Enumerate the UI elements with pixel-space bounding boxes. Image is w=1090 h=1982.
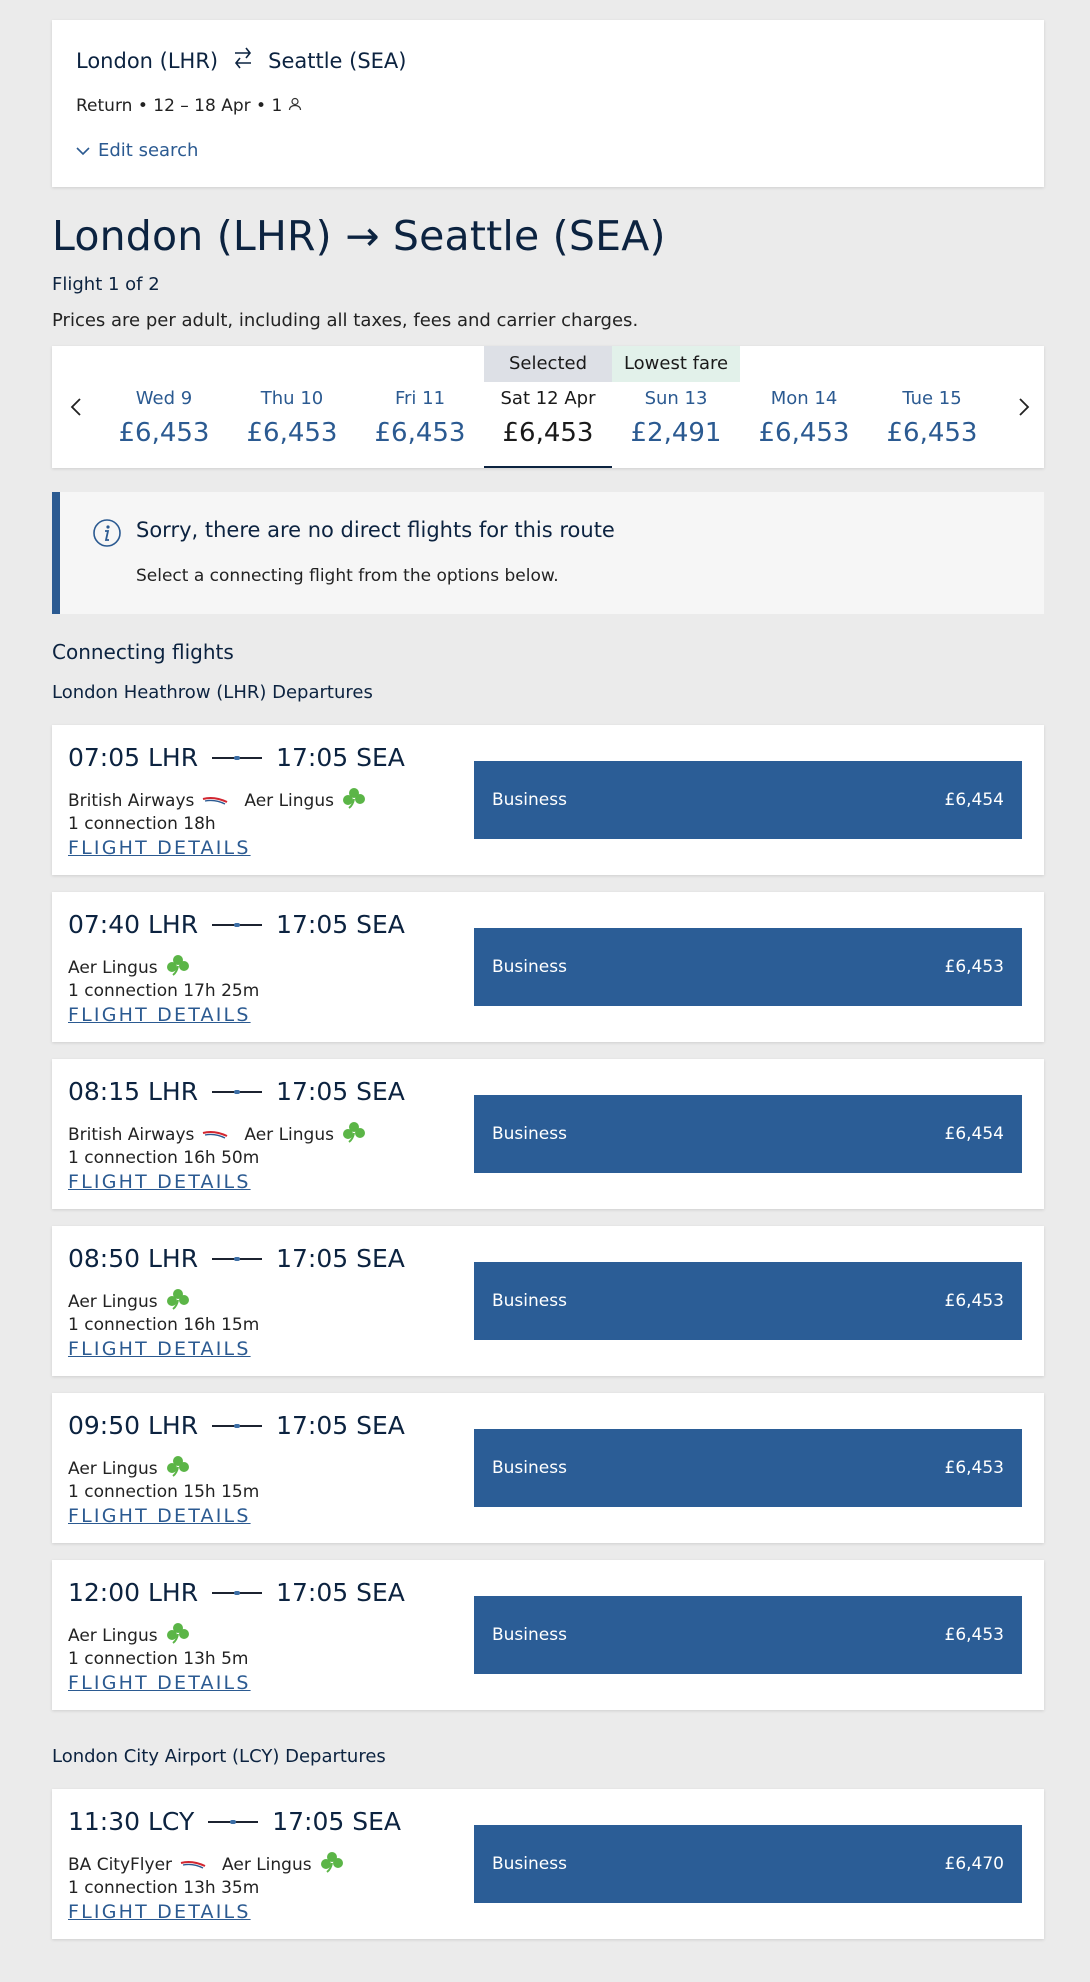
arrival-time: 17:05 SEA (272, 1807, 401, 1836)
connection-info: 1 connection 16h 50m (68, 1148, 260, 1168)
arrival-time: 17:05 SEA (276, 1077, 405, 1106)
date-price: £6,453 (886, 418, 978, 448)
carriers (68, 1851, 344, 1878)
arrival-time: 17:05 SEA (276, 910, 405, 939)
prev-dates-button[interactable] (64, 394, 90, 420)
date-label: Fri 11 (394, 388, 446, 409)
connection-info: 1 connection 17h 25m (68, 981, 260, 1001)
ba-speedmarque-icon (202, 791, 228, 811)
flight-card (52, 892, 1044, 1042)
banner-subtitle: Select a connecting flight from the options below. (136, 566, 559, 586)
date-price: £6,453 (374, 418, 466, 448)
swap-arrows-icon (232, 44, 254, 77)
date-price: £2,491 (630, 418, 722, 448)
flight-times (68, 910, 405, 939)
flight-card (52, 1226, 1044, 1376)
flight-times (68, 743, 405, 772)
arrival-time: 17:05 SEA (276, 1244, 405, 1273)
business-fare-button[interactable] (474, 928, 1022, 1006)
fare-price: £6,453 (944, 957, 1004, 977)
cabin-label: Business (492, 1458, 567, 1478)
departure-time: 07:40 LHR (68, 910, 199, 939)
shamrock-icon (342, 1121, 366, 1148)
arrival-time: 17:05 SEA (276, 743, 405, 772)
departure-time: 08:50 LHR (68, 1244, 199, 1273)
date-price: £6,453 (502, 418, 594, 448)
route-line-icon (208, 1821, 258, 1823)
carriers (68, 1622, 190, 1649)
connection-info: 1 connection 13h 35m (68, 1878, 260, 1898)
banner-title: Sorry, there are no direct flights for this route (136, 518, 615, 542)
fare-price: £6,453 (944, 1291, 1004, 1311)
fare-price: £6,470 (944, 1854, 1004, 1874)
date-option[interactable] (612, 346, 740, 468)
flight-details-link[interactable]: FLIGHT DETAILS (68, 1004, 251, 1026)
search-destination: Seattle (SEA) (268, 48, 407, 73)
cabin-label: Business (492, 1124, 567, 1144)
shamrock-icon (166, 954, 190, 981)
flight-progress: Flight 1 of 2 (52, 274, 160, 295)
date-option[interactable] (356, 346, 484, 468)
business-fare-button[interactable] (474, 1596, 1022, 1674)
date-label: Mon 14 (770, 388, 838, 409)
flight-card (52, 1059, 1044, 1209)
carrier-name: Aer Lingus (68, 1458, 158, 1479)
fare-price: £6,454 (944, 790, 1004, 810)
shamrock-icon (166, 1288, 190, 1315)
shamrock-icon (166, 1455, 190, 1482)
flight-details-link[interactable]: FLIGHT DETAILS (68, 837, 251, 859)
date-option[interactable] (740, 346, 868, 468)
search-route (76, 44, 407, 77)
date-selector (52, 346, 1044, 468)
ba-speedmarque-icon (180, 1855, 206, 1875)
arrival-time: 17:05 SEA (276, 1411, 405, 1440)
flight-details-link[interactable]: FLIGHT DETAILS (68, 1901, 251, 1923)
flight-card (52, 1560, 1044, 1710)
flight-details-link[interactable]: FLIGHT DETAILS (68, 1505, 251, 1527)
carriers (68, 787, 366, 814)
departure-time: 07:05 LHR (68, 743, 199, 772)
fare-price: £6,453 (944, 1625, 1004, 1645)
date-label: Tue 15 (902, 388, 962, 409)
lcy-departures-heading: London City Airport (LCY) Departures (52, 1746, 386, 1767)
date-label: Sun 13 (644, 388, 708, 409)
departure-time: 12:00 LHR (68, 1578, 199, 1607)
lhr-departures-heading: London Heathrow (LHR) Departures (52, 682, 373, 703)
connecting-flights-heading: Connecting flights (52, 640, 234, 664)
departure-time: 08:15 LHR (68, 1077, 199, 1106)
flight-times (68, 1077, 405, 1106)
business-fare-button[interactable] (474, 1095, 1022, 1173)
date-price: £6,453 (246, 418, 338, 448)
selected-tag: Selected (484, 346, 612, 382)
edit-search-label: Edit search (98, 140, 199, 161)
business-fare-button[interactable] (474, 1429, 1022, 1507)
carrier-name: Aer Lingus (222, 1854, 312, 1875)
passenger-icon (288, 96, 302, 116)
route-line-icon (212, 1425, 262, 1427)
flight-details-link[interactable]: FLIGHT DETAILS (68, 1338, 251, 1360)
departure-time: 11:30 LCY (68, 1807, 195, 1836)
date-price: £6,453 (758, 418, 850, 448)
chevron-down-icon (76, 140, 90, 161)
fare-price: £6,453 (944, 1458, 1004, 1478)
route-line-icon (212, 1258, 262, 1260)
shamrock-icon (166, 1622, 190, 1649)
flight-times (68, 1411, 405, 1440)
date-price: £6,453 (118, 418, 210, 448)
connection-info: 1 connection 15h 15m (68, 1482, 260, 1502)
carriers (68, 1121, 366, 1148)
flight-card (52, 1393, 1044, 1543)
carrier-name: British Airways (68, 1124, 195, 1145)
flight-times (68, 1244, 405, 1273)
arrival-time: 17:05 SEA (276, 1578, 405, 1607)
route-line-icon (212, 757, 262, 759)
departure-time: 09:50 LHR (68, 1411, 199, 1440)
cabin-label: Business (492, 1625, 567, 1645)
connection-info: 1 connection 18h (68, 814, 216, 834)
connection-info: 1 connection 16h 15m (68, 1315, 260, 1335)
lowest-fare-tag: Lowest fare (612, 346, 740, 382)
business-fare-button[interactable] (474, 1825, 1022, 1903)
carriers (68, 954, 190, 981)
date-option[interactable] (228, 346, 356, 468)
edit-search-link[interactable] (76, 140, 198, 161)
fare-price: £6,454 (944, 1124, 1004, 1144)
flight-card (52, 725, 1044, 875)
no-direct-flights-banner (52, 492, 1044, 614)
shamrock-icon (320, 1851, 344, 1878)
carrier-name: Aer Lingus (68, 1625, 158, 1646)
route-line-icon (212, 1592, 262, 1594)
business-fare-button[interactable] (474, 1262, 1022, 1340)
date-label: Thu 10 (260, 388, 324, 409)
flight-card (52, 1789, 1044, 1939)
carriers (68, 1455, 190, 1482)
connection-info: 1 connection 13h 5m (68, 1649, 249, 1669)
flight-times (68, 1807, 401, 1836)
info-icon (92, 518, 122, 552)
carrier-name: BA CityFlyer (68, 1854, 173, 1875)
cabin-label: Business (492, 957, 567, 977)
business-fare-button[interactable] (474, 761, 1022, 839)
ba-speedmarque-icon (202, 1125, 228, 1145)
search-origin: London (LHR) (76, 48, 219, 73)
price-note: Prices are per adult, including all taxes, fees and carrier charges. (52, 310, 639, 331)
cabin-label: Business (492, 1291, 567, 1311)
next-dates-button[interactable] (1010, 394, 1036, 420)
trip-summary (76, 96, 302, 116)
carrier-name: Aer Lingus (68, 957, 158, 978)
route-line-icon (212, 924, 262, 926)
carrier-name: Aer Lingus (68, 1291, 158, 1312)
cabin-label: Business (492, 1854, 567, 1874)
flight-details-link[interactable]: FLIGHT DETAILS (68, 1171, 251, 1193)
flight-times (68, 1578, 405, 1607)
cabin-label: Business (492, 790, 567, 810)
flight-details-link[interactable]: FLIGHT DETAILS (68, 1672, 251, 1694)
date-label: Sat 12 Apr (500, 388, 596, 409)
route-line-icon (212, 1091, 262, 1093)
carrier-name: Aer Lingus (244, 790, 334, 811)
shamrock-icon (342, 787, 366, 814)
trip-summary-text: Return • 12 – 18 Apr • 1 (76, 96, 283, 116)
carriers (68, 1288, 190, 1315)
carrier-name: Aer Lingus (244, 1124, 334, 1145)
search-summary-card (52, 20, 1044, 187)
carrier-name: British Airways (68, 790, 195, 811)
date-label: Wed 9 (135, 388, 193, 409)
date-option-selected[interactable] (484, 346, 612, 468)
page-title: London (LHR) → Seattle (SEA) (52, 212, 666, 260)
date-option[interactable] (100, 346, 228, 468)
date-option[interactable] (868, 346, 996, 468)
